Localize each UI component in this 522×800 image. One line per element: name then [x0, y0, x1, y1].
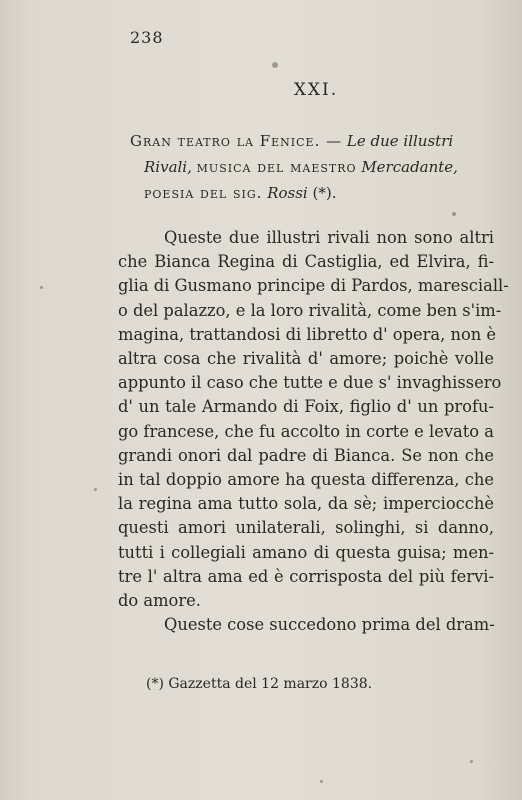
text-line: questi amori unilaterali, solinghi, si danno,	[118, 518, 494, 538]
body-text	[118, 226, 509, 637]
text-line: Queste due illustri rivali non sono altri	[164, 228, 494, 247]
text-line: in tal doppio amore ha questa differenza, che	[118, 470, 494, 490]
paper-speck	[320, 780, 323, 783]
text-line: altra cosa che rivalità d' amore; poichè volle	[118, 349, 494, 369]
heading-line-1	[130, 128, 502, 154]
footnote: (*) Gazzetta del 12 marzo 1838.	[146, 676, 373, 692]
page-number: 238	[130, 28, 164, 47]
heading-music-by: musica del maestro	[196, 158, 357, 176]
heading-poetry-by: poesia del sig.	[144, 184, 263, 202]
text-line: o del palazzo, e la loro rivalità, come ben s'im-	[118, 300, 502, 320]
paper-speck	[94, 488, 97, 491]
heading-title-part1: Le due illustri	[346, 132, 454, 150]
heading-poet: Rossi	[267, 184, 308, 202]
heading-line-2	[130, 154, 502, 180]
heading-composer: Mercadante,	[361, 158, 458, 176]
text-line: d' un tale Armando di Foix, figlio d' un profu-	[118, 397, 494, 417]
text-line: Queste cose succedono prima del dram-	[164, 615, 495, 635]
text-line: grandi onori dal padre di Bianca. Se non che	[118, 445, 494, 465]
text-line: tutti i collegiali amano di questa guisa; men-	[118, 542, 494, 562]
text-line: la regina ama tutto sola, da sè; imperciocchè	[118, 494, 494, 514]
heading-line-3	[130, 180, 502, 206]
text-line: tre l' altra ama ed è corrisposta del più fervi-	[118, 566, 494, 586]
chapter-heading	[130, 128, 502, 206]
text-line: do amore.	[118, 591, 201, 611]
heading-theatre: Gran teatro la Fenice. —	[130, 132, 343, 150]
heading-note-ref: (*).	[312, 184, 337, 202]
heading-title-part2: Rivali,	[144, 158, 192, 176]
paper-speck	[470, 760, 473, 763]
chapter-number: XXI.	[293, 80, 339, 100]
text-line: che Bianca Regina di Castiglia, ed Elvira, fi-	[118, 252, 494, 272]
paper-speck	[40, 286, 43, 289]
paper-speck	[272, 62, 278, 68]
text-line: appunto il caso che tutte e due s' invaghissero	[118, 373, 502, 393]
paper-speck	[452, 212, 456, 216]
text-line: magina, trattandosi di libretto d' opera, non è	[118, 324, 497, 344]
text-line: go francese, che fu accolto in corte e levato a	[118, 421, 494, 441]
text-line: glia di Gusmano principe di Pardos, maresciall-	[118, 276, 509, 296]
